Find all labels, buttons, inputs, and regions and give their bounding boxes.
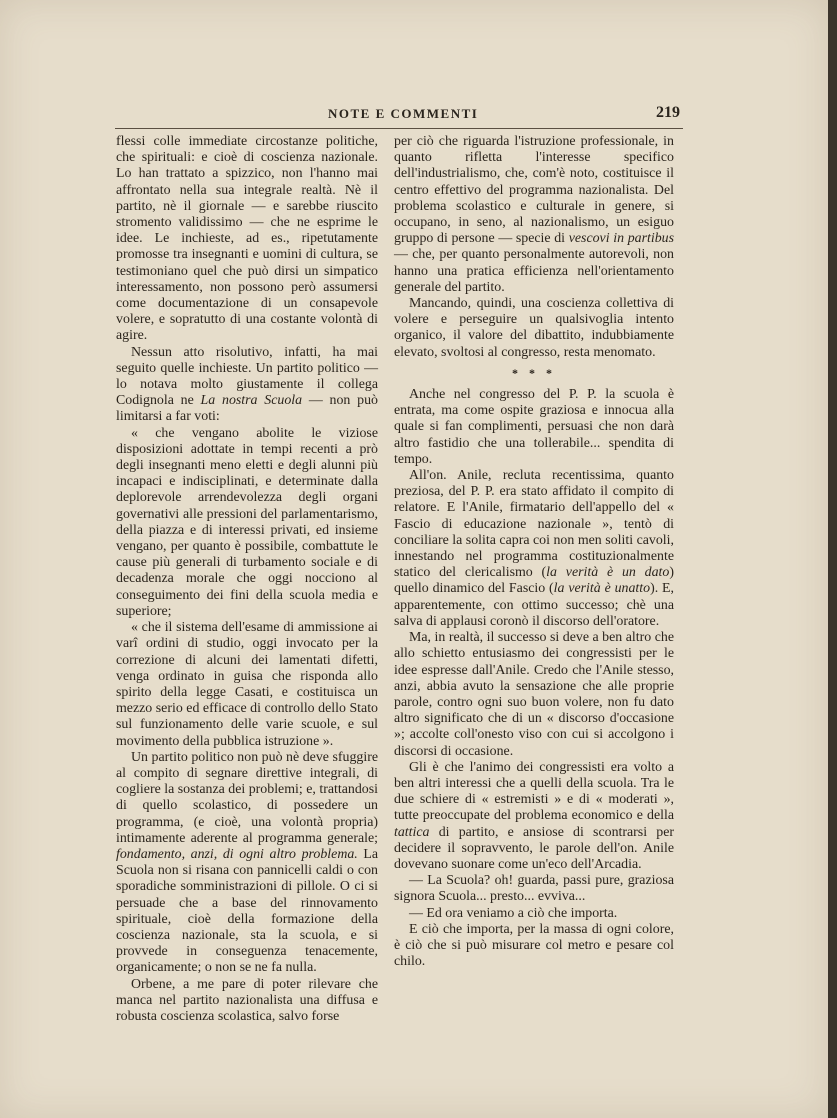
paragraph-text: — Ed ora veniamo a ciò che importa.: [409, 905, 618, 921]
paragraph-text: All'on. Anile, recluta recentissima, quanto preziosa, del P. P. era stato affidato il compito di relatore. E l'Anile, firmatario dell'appello del « Fascio di educazione nazionale », tentò di conciliare la solita capra coi non men soliti cavoli, innestando nel programma costituzionalmente statico del clericalismo (: [394, 468, 674, 581]
running-head: NOTE E COMMENTI: [328, 106, 479, 121]
page-header: [60, 104, 680, 126]
paragraph: [116, 134, 378, 345]
paragraph-text: — che, per quanto personalmente autorevoli, non hanno una pratica efficienza nell'orientamento generale del partito.: [394, 247, 674, 295]
header-rule: [115, 128, 683, 129]
paragraph-text: Orbene, a me pare di poter rilevare che manca nel partito nazionalista una diffusa e robusta coscienza scolastica, salvo forse: [116, 976, 378, 1024]
paragraph: [394, 468, 674, 630]
paragraph: [116, 620, 378, 750]
right-text-column: [394, 134, 674, 970]
paragraph: [394, 134, 674, 296]
italic-phrase: tattica: [394, 824, 430, 840]
paragraph: [116, 977, 378, 1026]
paragraph-text: per ciò che riguarda l'istruzione professionale, in quanto rifletta l'interesse specifico dell'industrialismo, che, com'è noto, costituisce il centro effettivo del programma nazionalista. Del problema scolastico e culturale in genere, si occupano, in seno, al nazionalismo, un esiguo gruppo di persone — specie di: [394, 134, 674, 247]
paragraph: [394, 873, 674, 905]
italic-phrase: La nostra Scuola: [200, 393, 303, 409]
paragraph: [394, 760, 674, 873]
italic-phrase: la verità è un dato: [546, 565, 670, 581]
paragraph-text: flessi colle immediate circostanze politiche, che spirituali: e cioè di coscienza nazionale. Lo han trattato a spizzico, non l'hanno mai affrontato nella sua integrale realtà. Nè il partito, nè il giornale — e sarebbe riuscito stromento validissimo — che ne esprime le idee. Le inchieste, ad es., ripetutamente promosse tra insegnanti e uomini di cultura, se testimoniano quel che può dirsi un simpatico interessamento, non possono però assumersi come documentazione di un consapevole volere, e sopratutto di una costante volontà di agire.: [116, 134, 378, 344]
paragraph: [394, 630, 674, 760]
paragraph-text: E ciò che importa, per la massa di ogni colore, è ciò che si può misurare col metro e pesare col chilo.: [394, 921, 674, 970]
italic-phrase: la verità è unatto: [553, 581, 651, 597]
paragraph: [394, 296, 674, 361]
paragraph-text: di partito, e ansiose di scontrarsi per decidere il sopravvento, le parole dell'on. Anile dovevano suonare come un'eco dell'Arcadia.: [394, 824, 674, 872]
paragraph: [394, 922, 674, 971]
paragraph-text: « che il sistema dell'esame di ammissione ai varî ordini di studio, oggi invocato per la correzione di alcuni dei lamentati difetti, venga ordinato in guisa che risponda allo spirito della legge Casati, e costituisca un mezzo serio ed efficace di controllo dello Stato sul funzionamento delle varie scuole, e sul movimento della pubblica istruzione ».: [116, 620, 378, 749]
section-divider: * * *: [512, 365, 556, 380]
paragraph-text: « che vengano abolite le viziose disposizioni adottate in tempi recenti a prò degli insegnanti meno eletti e degli alunni più incapaci e indisciplinati, e determinate dalla deplorevole arrendevolezza degli organi governativi alle pressioni del parlamentarismo, della piazza e di interessi privati, ed insieme vengano, per quanto è possibile, combattute le cause più generali di turbamento sociale e di decadenza morale che oggi nocciono al conseguimento dei fini della scuola media e superiore;: [116, 425, 378, 619]
paragraph: [394, 387, 674, 468]
paragraph-text: Anche nel congresso del P. P. la scuola è entrata, ma come ospite graziosa e innocua alla quale si fan complimenti, persuasi che non darà altro fastidio che una tollerabile... spendita di tempo.: [394, 387, 674, 467]
paragraph-text: Mancando, quindi, una coscienza collettiva di volere e perseguire un qualsivoglia intento organico, il valore del dibattito, indubbiamente elevato, svoltosi al congresso, resta menomato.: [394, 296, 674, 360]
paragraph-text: Un partito politico non può nè deve sfuggire al compito di segnare direttive integrali, di cogliere la sostanza dei problemi; e, trattandosi di quello scolastico, di possedere un programma, (e cioè, una volontà propria) intimamente aderente al programma generale;: [116, 749, 378, 846]
paragraph-text: Ma, in realtà, il successo si deve a ben altro che allo schietto entusiasmo dei congressisti per le idee espresse dall'Anile. Credo che l'Anile stesso, anzi, abbia avuto la sensazione che alle proprie parole, contro ogni suo buon volere, non fu dato altro significato che di un « discorso d'occasione »; accolte coll'onesto viso con cui si accolgono i discorsi di occasione.: [394, 630, 674, 759]
paragraph: [116, 426, 378, 620]
paragraph-text: — La Scuola? oh! guarda, passi pure, graziosa signora Scuola... presto... evviva...: [394, 873, 674, 905]
left-text-column: [116, 134, 378, 1025]
paragraph-text: ). E, apparentemente, con ottimo successo; chè una salva di applausi coronò il discorso dell'oratore.: [394, 581, 674, 629]
page-number: 219: [656, 104, 680, 121]
paragraph: [116, 750, 378, 977]
paragraph-text: Gli è che l'animo dei congressisti era volto a ben altri interessi che a quelli della scuola. Tra le due schiere di « estremisti » e di « moderati », tutte preoccupate del problema economico e della: [394, 759, 674, 824]
paragraph: [394, 906, 674, 922]
paragraph-text: Nessun atto risolutivo, infatti, ha mai seguito quelle inchieste. Un partito politico — lo notava molto giustamente il collega Codignola ne: [116, 344, 378, 409]
paragraph-text: — non può limitarsi a far voti:: [116, 393, 378, 425]
paragraph-text: La Scuola non si risana con pannicelli caldi o con sporadiche somministrazioni di pillole. O ci si persuade che a base del rinnovamento spirituale, cioè della formazione della coscienza nazionale, sta la scuola, e si provvede in conseguenza tenacemente, organicamente; o non se ne fa nulla.: [116, 846, 379, 976]
paragraph-text: ) quello dinamico del Fascio (: [394, 565, 674, 597]
paragraph: [116, 345, 378, 426]
italic-phrase: fondamento, anzi, di ogni altro problema.: [116, 846, 358, 862]
italic-phrase: vescovi in partibus: [568, 231, 675, 247]
